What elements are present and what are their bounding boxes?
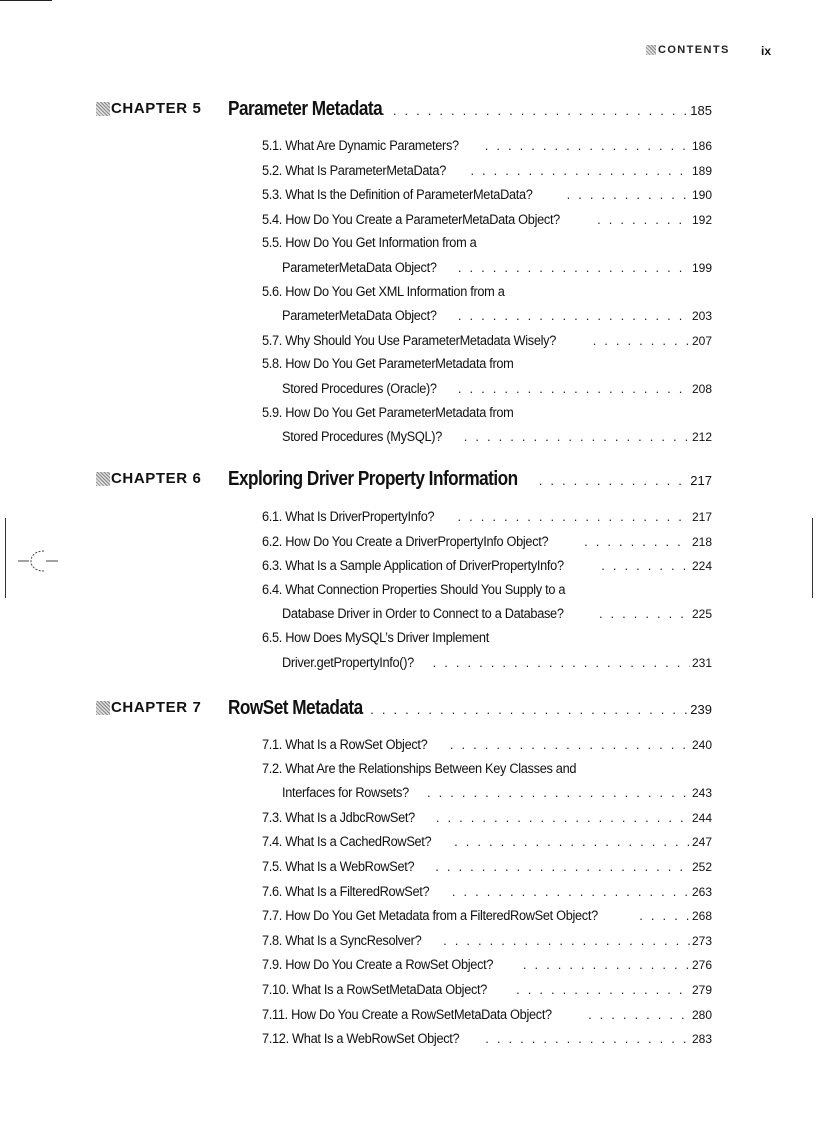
dot-leader xyxy=(599,602,690,626)
toc-entry[interactable] xyxy=(262,134,712,159)
entry-title: 7.3. What Is a JdbcRowSet? xyxy=(262,809,415,826)
entry-title: 6.3. What Is a Sample Application of DriverPropertyInfo? xyxy=(262,558,564,575)
page-number: ix xyxy=(761,44,772,58)
entry-title: 5.3. What Is the Definition of ParameterMetaData? xyxy=(262,187,533,204)
toc-entry[interactable] xyxy=(262,208,712,233)
entry-title-continued: ParameterMetaData Object? xyxy=(282,308,437,325)
entry-title-continued: Stored Procedures (Oracle)? xyxy=(282,380,437,397)
entry-page: 212 xyxy=(691,430,712,445)
hatch-marker-icon xyxy=(96,701,110,715)
entry-page: 186 xyxy=(691,139,712,153)
toc-entry[interactable] xyxy=(262,505,712,530)
entry-page: 190 xyxy=(691,188,712,203)
entry-page: 243 xyxy=(691,786,712,801)
toc-entry[interactable] xyxy=(262,1027,712,1052)
toc-entry[interactable] xyxy=(262,880,712,905)
toc-entry[interactable] xyxy=(262,904,712,929)
entry-title-continued: Interfaces for Rowsets? xyxy=(282,785,409,802)
dot-leader xyxy=(639,904,690,928)
entry-page: 268 xyxy=(691,909,712,924)
dot-leader xyxy=(516,978,690,1002)
dot-leader xyxy=(470,159,690,183)
entry-title: 5.2. What Is ParameterMetaData? xyxy=(262,162,446,179)
toc-entry[interactable] xyxy=(262,554,712,579)
chapter-title: RowSet Metadata xyxy=(228,697,363,719)
toc-entry[interactable] xyxy=(262,978,712,1003)
chapter-title: Exploring Driver Property Information xyxy=(228,468,518,490)
entry-title: 7.2. What Are the Relationships Between Key Classes and xyxy=(262,760,577,777)
dot-leader xyxy=(588,1003,690,1027)
entry-page: 280 xyxy=(691,1007,712,1022)
entry-page: 225 xyxy=(691,607,712,622)
entry-title: 6.4. What Connection Properties Should You Supply to a xyxy=(262,581,566,598)
entry-page: 247 xyxy=(691,835,712,850)
entry-title: 7.9. How Do You Create a RowSet Object? xyxy=(262,957,494,974)
entry-list xyxy=(262,505,712,675)
dot-leader xyxy=(381,103,688,118)
chapter-label xyxy=(96,100,201,117)
toc-entry[interactable] xyxy=(262,402,712,450)
entry-title: 7.5. What Is a WebRowSet? xyxy=(262,858,415,875)
toc-entry[interactable] xyxy=(262,579,712,627)
dot-leader xyxy=(454,830,690,854)
entry-page: 207 xyxy=(691,333,712,348)
dot-leader xyxy=(485,134,690,158)
entry-page: 240 xyxy=(691,738,712,752)
toc-entry[interactable] xyxy=(262,1003,712,1028)
dot-leader xyxy=(359,702,689,717)
dot-leader xyxy=(450,733,690,757)
chapter-label-text: CHAPTER 7 xyxy=(111,699,202,716)
margin-rule-left xyxy=(5,518,6,598)
entry-page: 218 xyxy=(691,534,712,549)
dot-leader xyxy=(593,329,690,353)
dot-leader xyxy=(601,554,690,578)
hatch-marker-icon xyxy=(646,45,656,55)
dot-leader xyxy=(458,304,690,328)
dot-leader xyxy=(436,806,690,830)
dot-leader xyxy=(435,855,690,879)
chapter-page: 239 xyxy=(690,702,712,717)
entry-title: 7.10. What Is a RowSetMetaData Object? xyxy=(262,981,488,998)
toc-entry[interactable] xyxy=(262,830,712,855)
chapter-page: 217 xyxy=(690,473,712,488)
entry-title: 5.5. How Do You Get Information from a xyxy=(262,235,477,252)
entry-page: 276 xyxy=(691,958,712,973)
entry-page: 273 xyxy=(691,933,712,948)
entry-title: 5.6. How Do You Get XML Information from a xyxy=(262,283,505,300)
dot-leader xyxy=(433,651,690,675)
dot-leader xyxy=(458,256,690,280)
dot-leader xyxy=(443,929,690,953)
crop-mark-top xyxy=(0,0,52,1)
entry-page: 231 xyxy=(691,655,712,670)
toc-entry[interactable] xyxy=(262,353,712,401)
entry-title: 7.11. How Do You Create a RowSetMetaData Object? xyxy=(262,1006,552,1023)
entry-page: 252 xyxy=(691,859,712,874)
dot-leader xyxy=(523,953,690,977)
running-head xyxy=(646,44,730,56)
toc-entry[interactable] xyxy=(262,183,712,208)
entry-title: 7.12. What Is a WebRowSet Object? xyxy=(262,1031,460,1048)
entry-title: 6.5. How Does MySQL’s Driver Implement xyxy=(262,629,489,646)
entry-title: 6.1. What Is DriverPropertyInfo? xyxy=(262,509,435,525)
entry-title: 6.2. How Do You Create a DriverPropertyInfo Object? xyxy=(262,533,549,550)
entry-title: 7.7. How Do You Get Metadata from a FilteredRowSet Object? xyxy=(262,908,598,925)
chapter-title: Parameter Metadata xyxy=(228,98,383,120)
hatch-marker-icon xyxy=(96,472,110,486)
toc-entry[interactable] xyxy=(262,733,712,758)
entry-page: 224 xyxy=(691,559,712,574)
dot-leader xyxy=(457,505,690,529)
dot-leader xyxy=(584,530,690,554)
toc-entry[interactable] xyxy=(262,758,712,806)
chapter-title-row[interactable] xyxy=(228,98,712,121)
hatch-marker-icon xyxy=(96,102,110,116)
chapter-label xyxy=(96,470,201,487)
entry-title: 5.7. Why Should You Use ParameterMetadata Wisely? xyxy=(262,332,557,349)
toc-entry[interactable] xyxy=(262,232,712,280)
entry-page: 189 xyxy=(691,163,712,178)
dot-leader xyxy=(597,208,690,232)
entry-title: 5.4. How Do You Create a ParameterMetaData Object? xyxy=(262,211,560,228)
entry-page: 199 xyxy=(691,260,712,275)
registration-mark-icon xyxy=(16,546,66,576)
dot-leader xyxy=(452,880,690,904)
entry-title: 7.1. What Is a RowSet Object? xyxy=(262,737,428,753)
dot-leader xyxy=(458,377,690,401)
entry-title: 7.8. What Is a SyncResolver? xyxy=(262,932,422,949)
entry-page: 244 xyxy=(691,810,712,825)
chapter-title-row[interactable] xyxy=(228,697,712,720)
toc-entry[interactable] xyxy=(262,806,712,831)
running-head-label: CONTENTS xyxy=(658,44,730,56)
dot-leader xyxy=(427,781,690,805)
entry-title-continued: Stored Procedures (MySQL)? xyxy=(282,429,443,446)
toc-entry[interactable] xyxy=(262,953,712,978)
toc-entry[interactable] xyxy=(262,159,712,184)
toc-entry[interactable] xyxy=(262,329,712,354)
entry-title: 7.6. What Is a FilteredRowSet? xyxy=(262,883,430,900)
entry-title-continued: ParameterMetaData Object? xyxy=(282,259,437,276)
toc-entry[interactable] xyxy=(262,855,712,880)
entry-list xyxy=(262,134,712,450)
entry-page: 208 xyxy=(691,381,712,396)
entry-page: 203 xyxy=(691,309,712,324)
toc-entry[interactable] xyxy=(262,929,712,954)
entry-title-continued: Database Driver in Order to Connect to a Database? xyxy=(282,606,564,623)
dot-leader xyxy=(464,425,690,449)
entry-page: 217 xyxy=(691,510,712,524)
entry-title: 5.9. How Do You Get ParameterMetadata from xyxy=(262,404,514,421)
toc-entry[interactable] xyxy=(262,627,712,675)
entry-title: 7.4. What Is a CachedRowSet? xyxy=(262,834,432,851)
entry-page: 283 xyxy=(691,1032,712,1047)
entry-page: 263 xyxy=(691,884,712,899)
chapter-label-text: CHAPTER 6 xyxy=(111,470,202,487)
toc-entry[interactable] xyxy=(262,281,712,329)
entry-title-continued: Driver.getPropertyInfo()? xyxy=(282,654,414,671)
chapter-page: 185 xyxy=(690,103,712,118)
dot-leader xyxy=(539,473,689,488)
chapter-label xyxy=(96,699,201,716)
entry-page: 192 xyxy=(691,212,712,227)
dot-leader xyxy=(567,183,690,207)
entry-page: 279 xyxy=(691,982,712,997)
entry-title: 5.1. What Are Dynamic Parameters? xyxy=(262,138,459,154)
toc-entry[interactable] xyxy=(262,530,712,555)
entry-list xyxy=(262,733,712,1052)
dot-leader xyxy=(485,1027,690,1051)
chapter-label-text: CHAPTER 5 xyxy=(111,100,202,117)
entry-title: 5.8. How Do You Get ParameterMetadata from xyxy=(262,356,514,373)
margin-rule-right xyxy=(812,518,813,598)
chapter-title-row[interactable] xyxy=(228,468,712,491)
